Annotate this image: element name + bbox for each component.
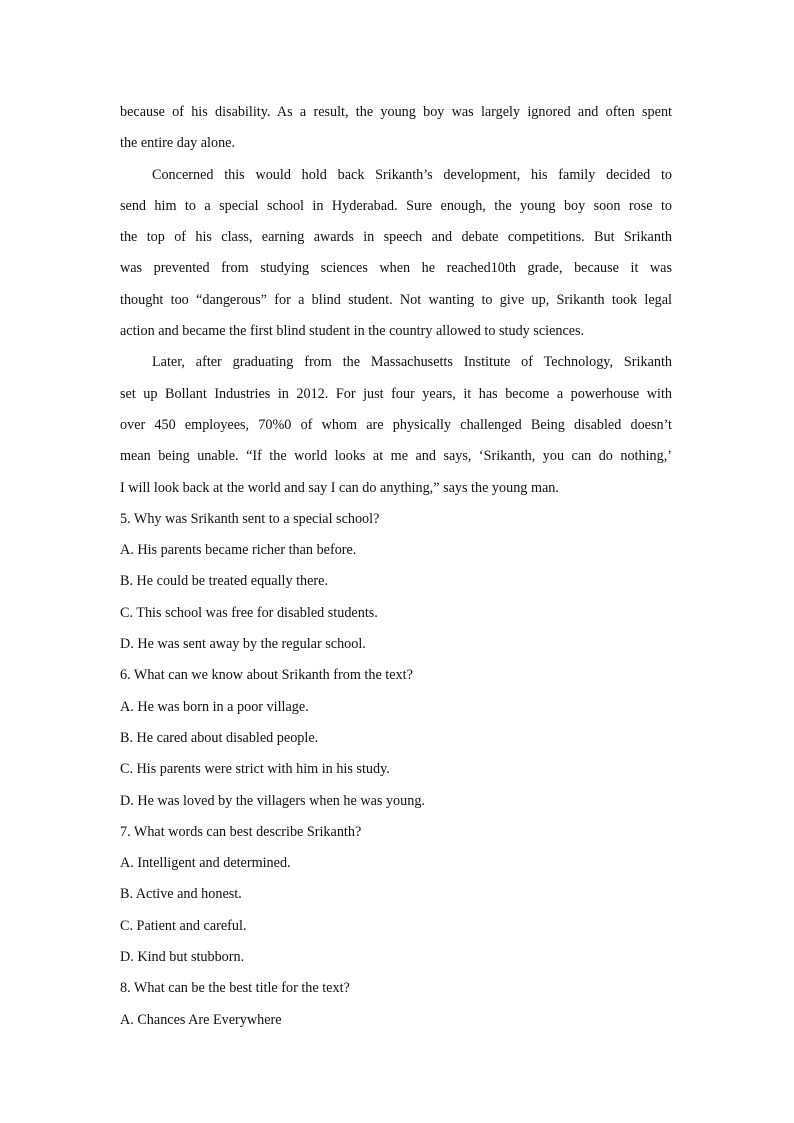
passage-line: the entire day alone. [120,135,236,152]
answer-option: B. Active and honest. [120,886,242,903]
answer-option: D. He was loved by the villagers when he was young. [120,792,425,809]
answer-option: B. He could be treated equally there. [120,573,328,590]
answer-option: A. He was born in a poor village. [120,698,309,715]
answer-option: A. Chances Are Everywhere [120,1011,282,1028]
paragraph-start: Concerned this would hold back Srikanth’s development, his family decided to [152,166,672,183]
answer-option: C. His parents were strict with him in his study. [120,761,390,778]
answer-option: A. His parents became richer than before. [120,542,357,559]
passage-line: action and became the first blind student in the country allowed to study sciences. [120,323,585,340]
passage-line: set up Bollant Industries in 2012. For just four years, it has become a powerhouse with [120,385,672,402]
answer-option: D. Kind but stubborn. [120,949,245,966]
paragraph-start: Later, after graduating from the Massachusetts Institute of Technology, Srikanth [152,354,672,371]
question-stem: 7. What words can best describe Srikanth? [120,823,362,840]
passage-line: send him to a special school in Hyderabad. Sure enough, the young boy soon rose to [120,197,672,214]
answer-option: C. Patient and careful. [120,917,247,934]
passage-line: over 450 employees, 70%0 of whom are physically challenged Being disabled doesn’t [120,416,672,433]
question-5 [120,504,672,660]
passage-line: was prevented from studying sciences when he reached10th grade, because it was [120,260,672,277]
question-6 [120,660,672,816]
question-stem: 6. What can we know about Srikanth from the text? [120,667,413,684]
answer-option: D. He was sent away by the regular school. [120,636,366,653]
passage-line: I will look back at the world and say I can do anything,” says the young man. [120,479,559,496]
passage-line: the top of his class, earning awards in speech and debate competitions. But Srikanth [120,229,672,246]
answer-option: B. He cared about disabled people. [120,729,319,746]
passage-line: because of his disability. As a result, the young boy was largely ignored and often spent [120,104,672,120]
answer-option: C. This school was free for disabled students. [120,604,378,621]
passage-line: thought too “dangerous” for a blind student. Not wanting to give up, Srikanth took legal [120,291,672,308]
question-7 [120,817,672,973]
question-stem: 8. What can be the best title for the text? [120,980,350,997]
passage-line: mean being unable. “If the world looks at me and says, ‘Srikanth, you can do nothing,’ [120,448,672,465]
question-8 [120,973,672,1036]
question-stem: 5. Why was Srikanth sent to a special school? [120,510,380,527]
passage [120,97,672,504]
document-page [120,97,672,1036]
answer-option: A. Intelligent and determined. [120,855,291,872]
